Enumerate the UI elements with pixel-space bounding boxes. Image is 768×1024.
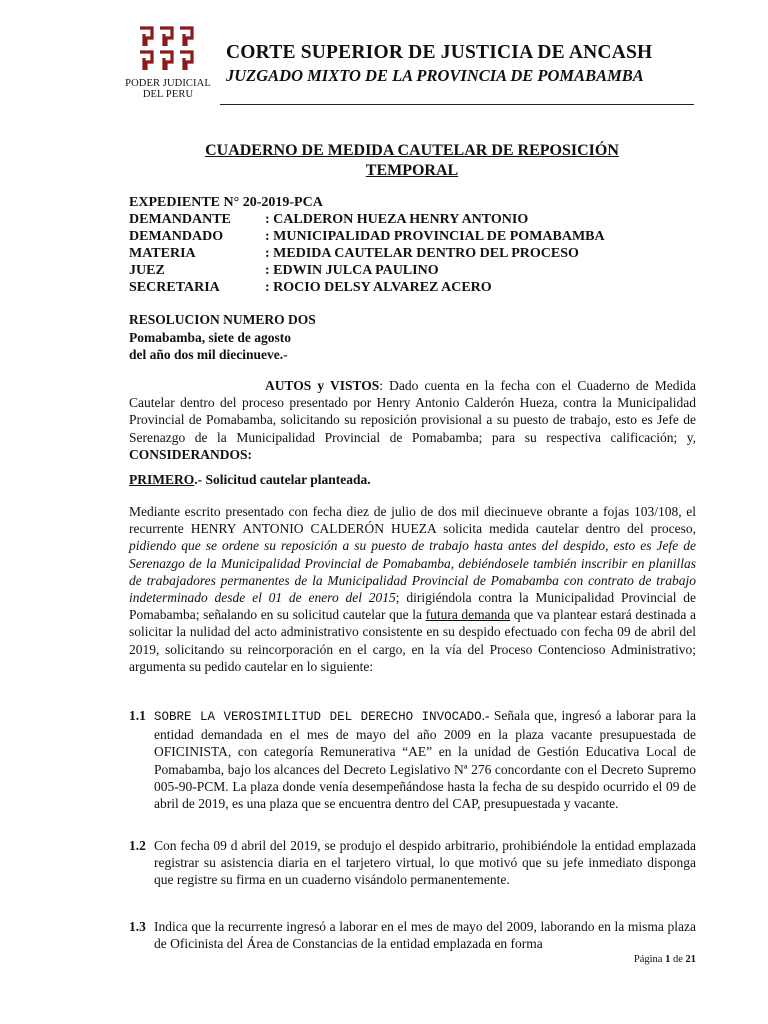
p2-part-a: Mediante escrito presentado con fecha diez de julio de dos mil diecinueve obrante a fojas 103/108, el recurrente HENRY ANTONIO CALDERÓN HUEZA solicita medida cautelar dentro del proceso,: [129, 504, 696, 537]
case-info-key: SECRETARIA: [129, 280, 220, 295]
logo-caption: [116, 78, 220, 100]
page-of-label: de: [672, 954, 683, 965]
case-info-key: DEMANDANTE: [129, 212, 231, 227]
case-info-row: [129, 228, 605, 245]
logo-caption-line-1: PODER JUDICIAL: [125, 78, 211, 89]
case-info-value: : CALDERON HUEZA HENRY ANTONIO: [265, 212, 529, 227]
item-number: 1.2: [129, 838, 146, 853]
primero-title: .- Solicitud cautelar planteada.: [194, 472, 371, 487]
section-heading-primero: [129, 472, 371, 488]
autos-lead: AUTOS y VISTOS: [265, 378, 380, 393]
case-info-row: [129, 279, 605, 296]
item-heading: SOBRE LA VEROSIMILITUD DEL DERECHO INVOCADO: [154, 710, 482, 724]
case-info-row: [129, 194, 605, 211]
case-info-row: [129, 262, 605, 279]
case-info-row: [129, 245, 605, 262]
document-title: [128, 141, 696, 181]
page-total: 21: [685, 954, 696, 965]
header-divider: [220, 104, 694, 105]
p2-futura-demanda: futura demanda: [425, 607, 511, 623]
poder-judicial-logo: [116, 24, 220, 108]
case-info-value: : EDWIN JULCA PAULINO: [265, 263, 439, 278]
logo-caption-line-2: DEL PERU: [142, 89, 194, 100]
numbered-item: [129, 837, 696, 889]
case-info-key: MATERIA: [129, 246, 196, 261]
page-number: 1: [665, 954, 671, 965]
poder-judicial-emblem-icon: [136, 24, 200, 76]
case-info: [129, 194, 605, 296]
item-text: Con fecha 09 d abril del 2019, se produjo el despido arbitrario, prohibiéndole la entidad emplazada registrar su asistencia diaria en el tarjetero virtual, lo que motivó que su jefe inmediato disponga que registre su firma en un cuaderno visándolo permanentemente.: [154, 838, 696, 888]
autos-body: : Dado cuenta en la fecha con el Cuaderno de Medida Cautelar dentro del proceso presentado por Henry Antonio Calderón Hueza, contra la Municipalidad Provincial de Pomabamba, solicitando su reposición provisional a su puesto de trabajo, esto es Jefe de Serenazgo de la Municipalidad Provincial de Pomabamba; para su respectiva calificación; y,: [129, 378, 696, 445]
item-text: [154, 707, 696, 812]
document-title-line-2: TEMPORAL: [365, 162, 459, 179]
item-number: 1.3: [129, 919, 146, 934]
case-info-row: [129, 211, 605, 228]
autos-paragraph: [129, 377, 696, 463]
court-subtitle: JUZGADO MIXTO DE LA PROVINCIA DE POMABAMBA: [226, 66, 644, 85]
item-body: .- Señala que, ingresó a laborar para la entidad demandada en el mes de mayo del año 2009 en la plaza vacante presupuestada de OFICINISTA, con categoría Remunerativa “AE” en la unidad de Gestión Educativa Local de Pomabamba, bajo los alcances del Decreto Legislativo Nª 276 concordante con el Decreto Supremo 005-90-PCM. La plaza donde venía desempeñándose hasta la fecha de su despido ocurrido el 09 de abril de 2019, es una plaza que se encuentra dentro del CAP, presupuestada y vacante.: [154, 708, 696, 812]
case-info-value: : ROCIO DELSY ALVAREZ ACERO: [265, 280, 492, 295]
case-info-value: : MUNICIPALIDAD PROVINCIAL DE POMABAMBA: [265, 229, 605, 244]
primero-paragraph: [129, 503, 696, 675]
autos-considerandos: CONSIDERANDOS:: [129, 446, 253, 462]
item-number: 1.1: [129, 708, 146, 723]
case-info-value: : MEDIDA CAUTELAR DENTRO DEL PROCESO: [265, 246, 579, 261]
resolution-number: RESOLUCION NUMERO DOS: [129, 312, 316, 327]
primero-label: PRIMERO: [129, 472, 195, 487]
case-info-key: DEMANDADO: [129, 229, 224, 244]
p2-part-e: que va plantear estará destinada a solicitar la nulidad del acto administrativo consistente en su despido efectuado con fecha 09 de abril del 2019, solicitando su reincorporación en el cargo, en la vía del Proceso Contencioso Administrativo; argumenta su pedido cautelar en lo siguiente:: [129, 607, 696, 674]
resolution-block: [129, 311, 316, 364]
resolution-year: del año dos mil diecinueve.-: [129, 347, 288, 362]
case-info-expediente: EXPEDIENTE N° 20-2019-PCA: [129, 195, 323, 210]
court-name: CORTE SUPERIOR DE JUSTICIA DE ANCASH: [226, 42, 653, 63]
p2-quoted-request: pidiendo que se ordene su reposición a su puesto de trabajo hasta antes del despido, esto es Jefe de Serenazgo de la Municipalidad Provincial de Pomabamba, debiéndosele también inscribir en planillas de trabajadores permanentes de la Municipalidad Provincial de Pomabamba con contrato de trabajo indeterminado desde el 01 de enero del 2015: [129, 538, 696, 606]
page-label: Página: [633, 954, 663, 965]
numbered-item: [129, 707, 696, 812]
p2-part-c: ; dirigiéndola contra la Municipalidad Provincial de Pomabamba; señalando en su solicitud cautelar que la: [129, 590, 696, 623]
item-text: Indica que la recurrente ingresó a laborar en el mes de mayo del 2009, laborando en la misma plaza de Oficinista del Área de Constancias de la entidad emplazada en forma: [154, 919, 696, 952]
case-info-key: JUEZ: [129, 263, 165, 278]
numbered-item: [129, 918, 696, 952]
document-title-line-1: CUADERNO DE MEDIDA CAUTELAR DE REPOSICIÓN: [205, 142, 619, 159]
resolution-place-date: Pomabamba, siete de agosto: [129, 329, 291, 345]
page-footer: [600, 954, 696, 965]
